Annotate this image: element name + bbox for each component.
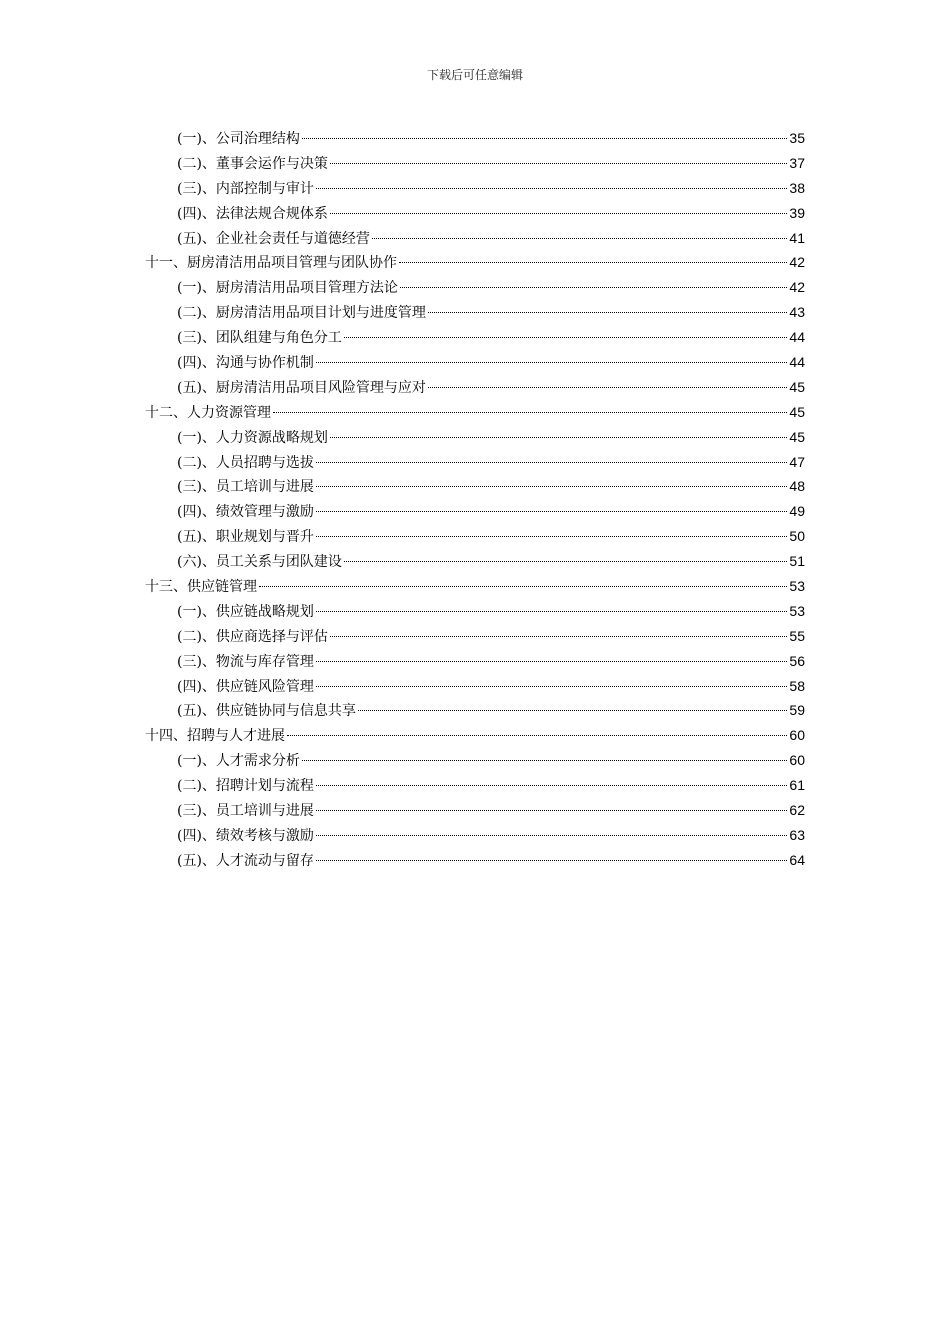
toc-chapter-entry[interactable]: [145, 250, 805, 275]
toc-entry-title: (四)、绩效管理与激励: [177, 504, 314, 521]
toc-section-entry[interactable]: [145, 176, 805, 201]
toc-entry-title: (二)、供应商选择与评估: [177, 628, 328, 645]
toc-dot-leader: [316, 511, 787, 512]
toc-page-number: 45: [789, 378, 805, 395]
toc-section-entry[interactable]: [145, 474, 805, 499]
toc-dot-leader: [273, 412, 787, 413]
toc-page-number: 53: [789, 578, 805, 595]
toc-dot-leader: [316, 362, 787, 363]
toc-entry-title: (五)、企业社会责任与道德经营: [177, 230, 370, 247]
toc-entry-title: (三)、团队组建与角色分工: [177, 330, 342, 347]
toc-dot-leader: [330, 213, 787, 214]
toc-section-entry[interactable]: [145, 599, 805, 624]
toc-page-number: 44: [789, 329, 805, 346]
toc-entry-title: (三)、内部控制与审计: [177, 180, 314, 197]
toc-page-number: 63: [789, 826, 805, 843]
toc-page-number: 48: [789, 478, 805, 495]
toc-entry-title: (五)、厨房清洁用品项目风险管理与应对: [177, 379, 426, 396]
toc-page-number: 62: [789, 802, 805, 819]
toc-page-number: 44: [789, 354, 805, 371]
toc-section-entry[interactable]: [145, 649, 805, 674]
toc-page-number: 64: [789, 851, 805, 868]
toc-entry-title: (五)、供应链协同与信息共享: [177, 703, 356, 720]
toc-section-entry[interactable]: [145, 823, 805, 848]
toc-section-entry[interactable]: [145, 698, 805, 723]
toc-section-entry[interactable]: [145, 798, 805, 823]
toc-chapter-entry[interactable]: [145, 400, 805, 425]
toc-section-entry[interactable]: [145, 350, 805, 375]
toc-entry-title: (六)、员工关系与团队建设: [177, 554, 342, 571]
toc-section-entry[interactable]: [145, 549, 805, 574]
toc-entry-title: (五)、职业规划与晋升: [177, 529, 314, 546]
toc-entry-title: (二)、董事会运作与决策: [177, 155, 328, 172]
toc-section-entry[interactable]: [145, 425, 805, 450]
toc-dot-leader: [372, 238, 787, 239]
toc-dot-leader: [316, 536, 787, 537]
toc-entry-title: (四)、绩效考核与激励: [177, 827, 314, 844]
toc-dot-leader: [316, 860, 787, 861]
toc-page-number: 51: [789, 553, 805, 570]
toc-section-entry[interactable]: [145, 624, 805, 649]
toc-dot-leader: [399, 262, 787, 263]
toc-dot-leader: [316, 661, 787, 662]
toc-page-number: 41: [789, 229, 805, 246]
toc-section-entry[interactable]: [145, 201, 805, 226]
toc-section-entry[interactable]: [145, 226, 805, 251]
toc-entry-title: 十三、供应链管理: [145, 579, 257, 596]
toc-entry-title: (一)、厨房清洁用品项目管理方法论: [177, 280, 398, 297]
toc-dot-leader: [330, 636, 787, 637]
toc-page-number: 45: [789, 403, 805, 420]
toc-entry-title: 十二、人力资源管理: [145, 404, 271, 421]
toc-section-entry[interactable]: [145, 375, 805, 400]
toc-dot-leader: [316, 785, 787, 786]
toc-page-number: 38: [789, 179, 805, 196]
toc-entry-title: (一)、供应链战略规划: [177, 603, 314, 620]
toc-dot-leader: [316, 810, 787, 811]
toc-dot-leader: [316, 835, 787, 836]
toc-entry-title: (二)、招聘计划与流程: [177, 778, 314, 795]
toc-dot-leader: [287, 735, 787, 736]
toc-entry-title: (三)、员工培训与进展: [177, 479, 314, 496]
toc-section-entry[interactable]: [145, 450, 805, 475]
toc-dot-leader: [302, 138, 787, 139]
toc-page-number: 35: [789, 130, 805, 146]
toc-page-number: 39: [789, 204, 805, 221]
toc-dot-leader: [316, 462, 787, 463]
toc-entry-title: 十四、招聘与人才进展: [145, 728, 285, 745]
toc-dot-leader: [316, 188, 787, 189]
toc-entry-title: (二)、人员招聘与选拔: [177, 454, 314, 471]
toc-section-entry[interactable]: [145, 275, 805, 300]
page-header: 下载后可任意编辑: [426, 68, 523, 82]
toc-chapter-entry[interactable]: [145, 723, 805, 748]
toc-section-entry[interactable]: [145, 126, 805, 151]
toc-page-number: 47: [789, 453, 805, 470]
toc-page-number: 60: [789, 752, 805, 769]
toc-dot-leader: [330, 163, 787, 164]
toc-entry-title: (一)、人才需求分析: [177, 753, 300, 770]
toc-dot-leader: [302, 760, 787, 761]
toc-entry-title: (四)、供应链风险管理: [177, 678, 314, 695]
toc-dot-leader: [358, 710, 787, 711]
toc-page-number: 59: [789, 702, 805, 719]
toc-dot-leader: [330, 437, 787, 438]
toc-page-number: 45: [789, 428, 805, 445]
toc-dot-leader: [400, 287, 787, 288]
toc-dot-leader: [344, 561, 787, 562]
toc-entry-title: (四)、法律法规合规体系: [177, 205, 328, 222]
toc-section-entry[interactable]: [145, 848, 805, 873]
toc-page-number: 42: [789, 279, 805, 296]
toc-dot-leader: [428, 312, 787, 313]
toc-section-entry[interactable]: [145, 674, 805, 699]
toc-chapter-entry[interactable]: [145, 574, 805, 599]
toc-page-number: 60: [789, 727, 805, 744]
toc-section-entry[interactable]: [145, 773, 805, 798]
toc-page-number: 61: [789, 777, 805, 794]
toc-section-entry[interactable]: [145, 499, 805, 524]
toc-section-entry[interactable]: [145, 748, 805, 773]
toc-section-entry[interactable]: [145, 524, 805, 549]
toc-page-number: 53: [789, 602, 805, 619]
toc-entry-title: (三)、物流与库存管理: [177, 653, 314, 670]
table-of-contents: [145, 126, 805, 873]
toc-entry-title: (一)、人力资源战略规划: [177, 429, 328, 446]
toc-page-number: 55: [789, 627, 805, 644]
toc-entry-title: (三)、员工培训与进展: [177, 803, 314, 820]
toc-dot-leader: [259, 586, 787, 587]
toc-page-number: 37: [789, 154, 805, 171]
toc-page-number: 56: [789, 652, 805, 669]
toc-dot-leader: [316, 486, 787, 487]
toc-dot-leader: [344, 337, 787, 338]
toc-dot-leader: [428, 387, 787, 388]
toc-entry-title: (四)、沟通与协作机制: [177, 355, 314, 372]
toc-section-entry[interactable]: [145, 300, 805, 325]
toc-entry-title: (一)、公司治理结构: [177, 131, 300, 147]
toc-page-number: 49: [789, 503, 805, 520]
toc-dot-leader: [316, 686, 787, 687]
toc-page-number: 58: [789, 677, 805, 694]
toc-page-number: 42: [789, 254, 805, 271]
toc-section-entry[interactable]: [145, 151, 805, 176]
toc-page-number: 43: [789, 304, 805, 321]
toc-entry-title: 十一、厨房清洁用品项目管理与团队协作: [145, 255, 397, 272]
toc-entry-title: (二)、厨房清洁用品项目计划与进度管理: [177, 305, 426, 322]
toc-section-entry[interactable]: [145, 325, 805, 350]
toc-dot-leader: [316, 611, 787, 612]
toc-entry-title: (五)、人才流动与留存: [177, 852, 314, 869]
toc-page-number: 50: [789, 528, 805, 545]
